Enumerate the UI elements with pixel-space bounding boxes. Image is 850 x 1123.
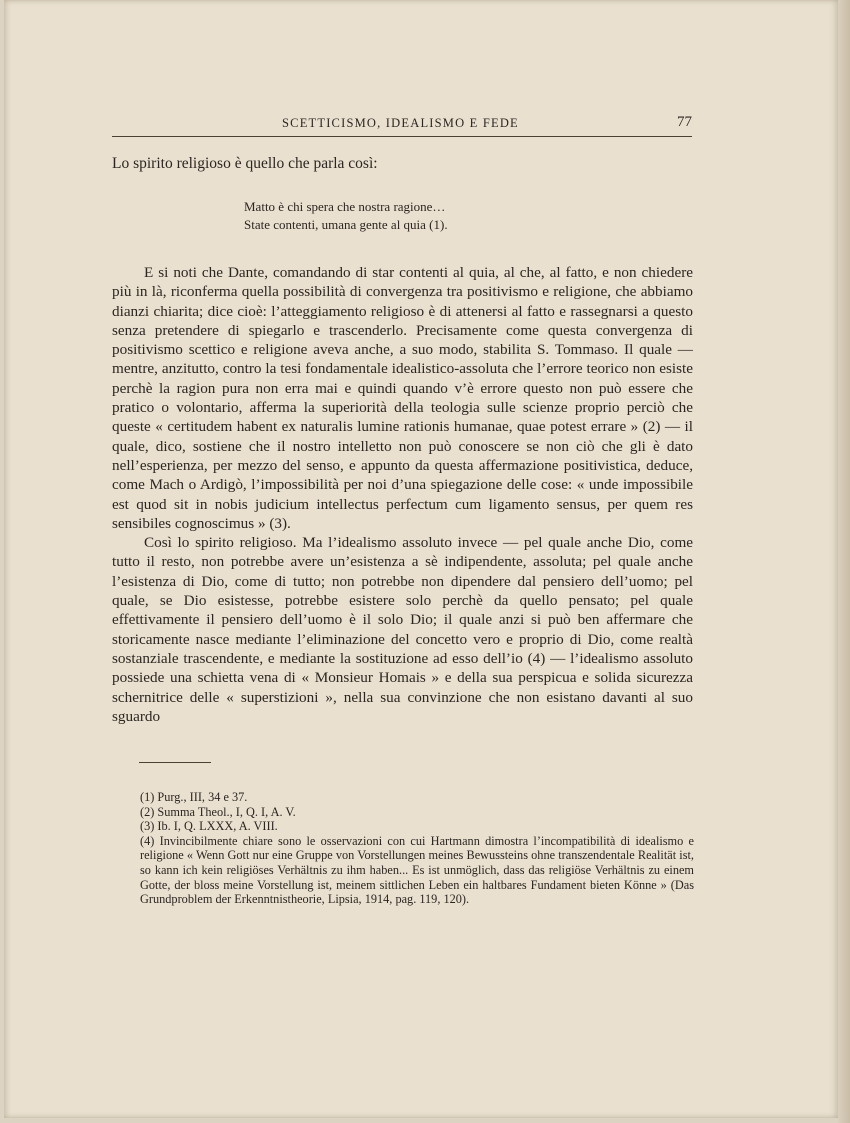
book-page [4, 0, 838, 1118]
running-header [112, 114, 692, 137]
footnote-divider [139, 762, 211, 763]
intro-line: Lo spirito religioso è quello che parla così: [112, 155, 378, 172]
quote-line: Matto è chi spera che nostra ragione… [244, 199, 446, 214]
page-edge [838, 0, 850, 1123]
footnote: (2) Summa Theol., I, Q. I, A. V. [140, 804, 296, 819]
footnote: (3) Ib. I, Q. LXXX, A. VIII. [140, 819, 278, 834]
dante-quotation [244, 198, 448, 234]
paragraph: Così lo spirito religioso. Ma l’idealismo assoluto invece — pel quale anche Dio, come tutto il resto, non potrebbe avere un’esistenza a sè indipendente, assoluta; pel quale anche l’esistenza di Dio, come di tutto; non potrebbe non dipendere dal pensiero dell’uomo; pel quale, se Dio esistesse, potrebbe esistere solo perchè da quello pensato; pel quale effettivamente il pensiero dell’uomo è il solo Dio; il quale anzi si può ben affermare che storicamente nasce mediante l’eliminazione del concetto vero e proprio di Dio, come realtà sostanziale trascendente, e mediante la sostituzione ad esso dell’io (4) — l’idealismo assoluto possiede una schietta vena di « Monsieur Homais » e della sua perspicua e solida sicurezza schernitrice delle « superstizioni », nella sua convinzione che non esistano davanti al suo sguardo [112, 534, 693, 725]
footnote: (1) Purg., III, 34 e 37. [140, 790, 248, 804]
page-number: 77 [677, 114, 692, 130]
paragraph: E si noti che Dante, comandando di star contenti al quia, al che, al fatto, e non chiedere più in là, riconferma quella possibilità di convergenza tra positivismo e religione, che abbiamo dianzi chiarita; dice cioè: l’atteggiamento religioso è di attenersi al fatto e rassegnarsi a questo senza pretendere di spiegarlo e trascenderlo. Precisamente come questa convergenza di positivismo scettico e religione aveva anche, a suo modo, stabilita S. Tommaso. Il quale — mentre, anzitutto, contro la tesi fondamentale idealistico-assoluta che l’errore teorico non esiste perchè la ragion pura non erra mai e quindi quando v’è errore questo non può essere che pratico o volontario, afferma la superiorità della teologia sulle scienze proprio perciò che queste « certitudem habent ex naturalis lumine rationis humanae, quae potest errare » (2) — il quale, dico, sostiene che il nostro intelletto non può conoscere se non ciò che gli è dato nell’esperienza, per mezzo del senso, e appunto da questa affermazione positivistica, deduce, come Mach o Ardigò, l’impossibilità per noi d’una spiegazione delle cose: « unde impossibile est quod sit in nobis judicium intellectus perfectum cum ligamento sensus, per quem res sensibiles cognoscimus » (3). [112, 264, 693, 532]
footnotes [140, 790, 694, 907]
footnote: (4) Invincibilmente chiare sono le osservazioni con cui Hartmann dimostra l’incompatibilità di idealismo e religione « Wenn Gott nur eine Gruppe von Vorstellungen meines Bewussteins ohne transzendentale Realität ist, so kann ich kein religiöses Verhältnis zu ihm haben... Es ist unmöglich, dass das religiöse Verhältnis zu einem Gotte, der bloss meine Vorstellung ist, meinem sittlichen Leben ein haltbares Fundament bieten Könne » (Das Grundproblem der Erkenntnistheorie, Lipsia, 1914, pag. 119, 120). [140, 833, 694, 907]
body-text [112, 263, 693, 726]
quote-line: State contenti, umana gente al quia (1). [244, 217, 448, 232]
running-title: SCETTICISMO, IDEALISMO E FEDE [282, 116, 519, 130]
